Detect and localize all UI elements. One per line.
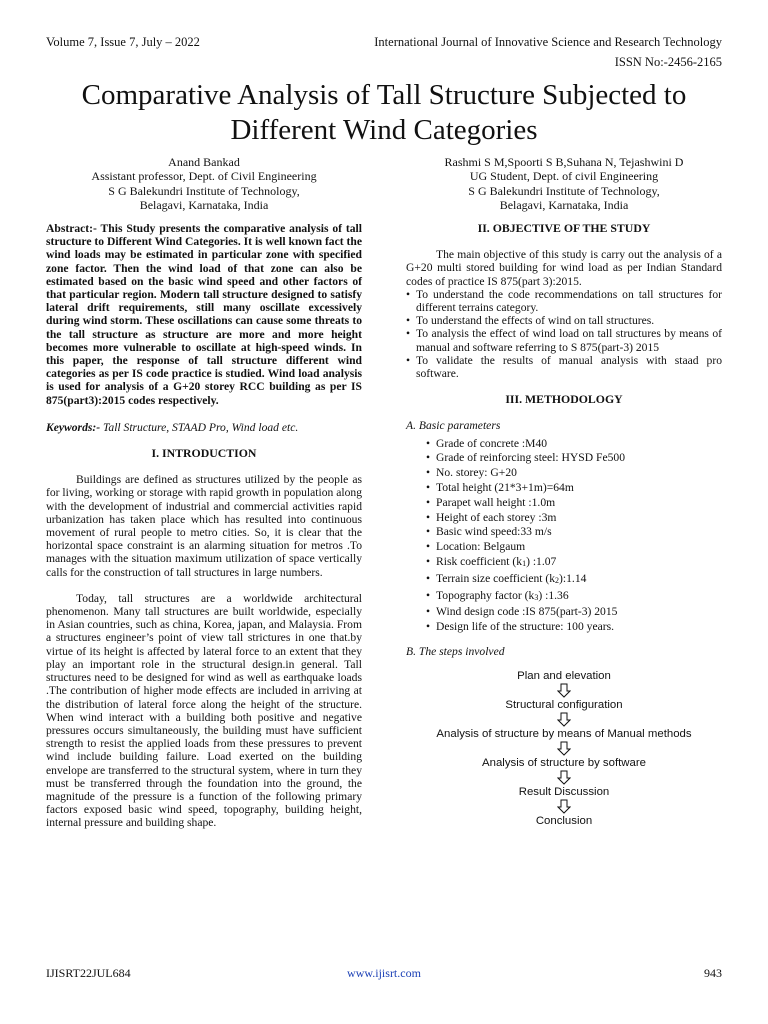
parameter-text: Parapet wall height :1.0m — [436, 495, 556, 509]
author-institute: S G Balekundri Institute of Technology, — [108, 183, 300, 198]
list-item: • To understand the code recommendations on tall structures for different terrains category. — [406, 288, 722, 314]
parameter-text: Total height (21*3+1m)=64m — [436, 481, 574, 495]
parameter-list — [426, 437, 722, 635]
issn: ISSN No:-2456-2165 — [614, 55, 722, 69]
parameter-text: Grade of reinforcing steel: HYSD Fe500 — [436, 451, 625, 465]
subheading-steps: B. The steps involved — [406, 645, 505, 658]
author-location: Belagavi, Karnataka, India — [139, 197, 269, 212]
flow-step: Result Discussion — [518, 786, 610, 799]
parameter-text: Terrain size coefficient (k — [436, 571, 556, 585]
parameter-item — [426, 605, 722, 620]
down-arrow-icon — [406, 799, 722, 815]
left-column — [46, 222, 362, 830]
parameter-subscript: 1 — [522, 559, 527, 569]
flow-step: Analysis of structure by means of Manual methods — [436, 728, 692, 741]
author-name: Anand Bankad — [168, 155, 240, 169]
steps-flowchart — [406, 670, 722, 828]
parameter-item — [426, 572, 722, 589]
section-heading-introduction: I. INTRODUCTION — [151, 446, 257, 461]
objective-list — [406, 288, 722, 380]
footer-website: www.ijisrt.com — [347, 966, 421, 980]
parameter-subscript: 2 — [555, 575, 560, 585]
parameter-text: Topography factor (k — [436, 588, 535, 602]
parameter-value: ):1.14 — [559, 571, 587, 585]
parameter-text: Basic wind speed:33 m/s — [436, 525, 552, 539]
list-item: • To understand the effects of wind on tall structures. — [406, 314, 722, 327]
keywords — [46, 421, 362, 434]
flow-step: Analysis of structure by software — [482, 757, 646, 770]
list-item: • To analysis the effect of wind load on tall structures by means of manual and software referring to S 875(part-3) 2015 — [406, 327, 722, 353]
page-number: 943 — [704, 966, 722, 980]
parameter-text: Design life of the structure: 100 years. — [436, 620, 615, 634]
section-heading-objective: II. OBJECTIVE OF THE STUDY — [477, 221, 651, 235]
author-block-left — [46, 155, 362, 212]
parameter-subscript: 3 — [534, 592, 539, 602]
parameter-item — [426, 481, 722, 496]
parameter-item — [426, 511, 722, 526]
footer-paper-id: IJISRT22JUL684 — [46, 966, 131, 980]
parameter-item — [426, 496, 722, 511]
down-arrow-icon — [406, 683, 722, 699]
section-heading-methodology: III. METHODOLOGY — [505, 392, 623, 407]
parameter-text: No. storey: G+20 — [436, 466, 517, 480]
keywords-text: Tall Structure, STAAD Pro, Wind load etc. — [100, 420, 299, 434]
author-institute: S G Balekundri Institute of Technology, — [468, 183, 660, 198]
parameter-item — [426, 525, 722, 540]
parameter-item — [426, 451, 722, 466]
parameter-item — [426, 540, 722, 555]
parameter-value: ) :1.07 — [526, 555, 557, 569]
intro-paragraph-1: Buildings are defined as structures utilized by the people as for living, working or storage with rapid growth in population along with the development of industrial and commercial activities rapid urbanization has taken place which has resulted into continuous movement of rural people to metro cities. So, it is clear that the horizontal space constraint is an alarming situation for metros .To manages with the situation maximum utilization of space vertically calls for the construction of tall structures in large numbers. — [46, 473, 362, 579]
author-block-right — [406, 155, 722, 212]
down-arrow-icon — [406, 712, 722, 728]
abstract-text: This Study presents the comparative analysis of tall structure to Different Wind Categories. It is well known fact the wind loads may be estimated in particular zone with specified zone factor. Then the wind load of that zone can also be estimated based on the basic wind speed and other factors of that particular region. Modern tall structure designed to satisfy lateral drift requirements, still many oscillate excessively during wind storm. These oscillations can cause some threats to the tall structure as structure are more and more height becomes more vulnerable to oscillate at high-speed winds. In this paper, the response of tall structure different wind categories as per IS code practice is studied. Wind load analysis is used for analysis of a G+20 storey RCC building as per IS 875(part3):2015 codes respectively. — [46, 222, 362, 407]
objective-paragraph: The main objective of this study is carry out the analysis of a G+20 multi stored building for wind load as per Indian Standard codes of practice IS 875(part 3):2015. — [406, 248, 722, 288]
parameter-value: ) :1.36 — [538, 588, 569, 602]
parameter-item — [426, 466, 722, 481]
paper-title: Comparative Analysis of Tall Structure Subjected to Different Wind Categories — [81, 79, 687, 146]
abstract-label: Abstract:- — [46, 222, 97, 235]
parameter-text: Grade of concrete :M40 — [436, 436, 548, 450]
journal-volume: Volume 7, Issue 7, July – 2022 — [46, 35, 200, 49]
flow-step: Conclusion — [535, 815, 593, 828]
down-arrow-icon — [406, 741, 722, 757]
parameter-item — [426, 589, 722, 606]
author-location: Belagavi, Karnataka, India — [499, 197, 629, 212]
intro-paragraph-2: Today, tall structures are a worldwide architectural phenomenon. Many tall structures are built worldwide, especially in Asian countries, such as china, Korea, japan, and Malaysia. From a structures engineer’s point of view tall strictures in one that.by virtue of its height is affected by lateral force to an extent that they play an important role in the structural design.in general. Tall structures need to be designed for wind as well as earthquake loads .The contribution of higher mode effects are included in arriving at the distribution of lateral force along the height of the structure. When wind interact with a building both positive and negative pressures occurs simultaneously, the building must have sufficient strength to resist the applied loads from these pressures to prevent wind include building failure. Load exerted on the building envelope are transferred to the structural system, where in turn they must be transferred through the foundation into the ground, the magnitude of the pressure is a function of the following primary factors exposed basic wind speed, topography, building height, internal pressure and building shape. — [46, 591, 362, 830]
author-position: UG Student, Dept. of civil Engineering — [469, 169, 659, 184]
parameter-text: Risk coefficient (k — [436, 555, 523, 569]
author-position: Assistant professor, Dept. of Civil Engineering — [91, 169, 317, 184]
down-arrow-icon — [406, 770, 722, 786]
parameter-item — [426, 620, 722, 635]
parameter-item — [426, 437, 722, 452]
parameter-text: Wind design code :IS 875(part-3) 2015 — [436, 605, 618, 619]
journal-name: International Journal of Innovative Science and Research Technology — [374, 35, 722, 49]
flow-step: Structural configuration — [505, 699, 623, 712]
right-column — [406, 222, 722, 828]
list-item: • To validate the results of manual analysis with staad pro software. — [406, 354, 722, 380]
flow-step: Plan and elevation — [517, 670, 611, 683]
parameter-text: Height of each storey :3m — [436, 510, 557, 524]
keywords-label: Keywords:- — [46, 420, 101, 434]
parameter-item — [426, 555, 722, 572]
abstract — [46, 222, 362, 407]
subheading-basic-parameters: A. Basic parameters — [406, 419, 501, 433]
author-name: Rashmi S M,Spoorti S B,Suhana N, Tejashwini D — [444, 155, 684, 169]
parameter-text: Location: Belgaum — [436, 540, 526, 554]
